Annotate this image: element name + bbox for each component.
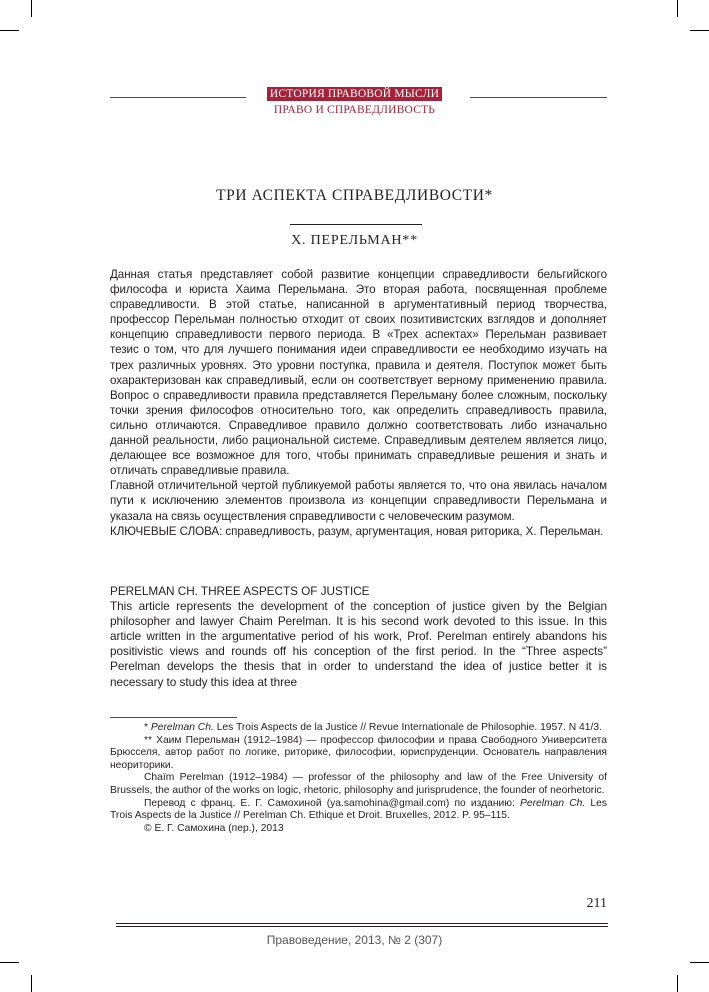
footnote-2: ** Хаим Перельман (1912–1984) — профессор философии и права Свободного Университета Брюсселя, автор работ по логике, риторике, философии, юриспруденции. Основатель направления неориторики. bbox=[110, 734, 607, 771]
footnote-3: Chaïm Perelman (1912–1984) — professor of the philosophy and law of the Free University of Brussels, the author of the works on logic, rhetoric, philosophy and jurisprudence, the founder of neorhetoric. bbox=[110, 772, 607, 796]
abstract-ru bbox=[110, 267, 607, 539]
crop-mark bbox=[677, 0, 678, 17]
page-number: 211 bbox=[586, 896, 607, 911]
crop-mark bbox=[0, 30, 19, 31]
crop-mark bbox=[0, 962, 19, 963]
abstract-ru-paragraph: Главной отличительной чертой публикуемой работы является то, что она явилась началом пути к исключению элементов произвола из концепции справедливости Перельмана и указала на связь осуществления справедливости с человеческим разумом. bbox=[110, 479, 607, 523]
article-title: ТРИ АСПЕКТА СПРАВЕДЛИВОСТИ* bbox=[216, 187, 493, 204]
article-author: Х. ПЕРЕЛЬМАН** bbox=[291, 233, 418, 248]
section-rubric bbox=[0, 84, 709, 117]
journal-footer: Правоведение, 2013, № 2 (307) bbox=[266, 933, 443, 947]
abstract-ru-paragraph: Данная статья представляет собой развитие концепции справедливости бельгийского философа и юриста Хаима Перельмана. Это вторая работа, посвященная проблеме справедливости. В этой статье, написанной в аргументативный период творчества, профессор Перельман полностью отходит от своих позитивистских взглядов и дополняет концепцию справедливости первого периода. В «Трех аспектах» Перельман развивает тезис о том, что для лучшего понимания идеи справедливости ее необходимо изучать на трех различных уровнях. Это уровни поступка, правила и деятеля. Поступок может быть охарактеризован как справедливый, если он соответствует верному применению правила. Вопрос о справедливости правила представляется Перельману более сложным, поскольку точки зрения философов относительно того, как определить справедливость правила, сильно отличаются. Справедливое правило должно соответствовать либо изначально данной реальности, либо рациональной системе. Справедливым деятелем является лицо, делающее все возможное для того, чтобы принимать справедливые решения и знать и отличать справедливые правила. bbox=[110, 268, 607, 478]
footnote-4: Перевод с франц. Е. Г. Самохиной (ya.samohina@gmail.com) по изданию: Perelman Ch. Les Trois Aspects de la Justice // Perelman Ch. Ethique et Droit. Bruxelles, 2012. P. 95–115. bbox=[110, 797, 608, 822]
bottom-rule bbox=[116, 923, 608, 924]
subsection-label: ПРАВО И СПРАВЕДЛИВОСТЬ bbox=[273, 104, 436, 116]
footnotes bbox=[110, 722, 607, 835]
section-label: ИСТОРИЯ ПРАВОВОЙ МЫСЛИ bbox=[267, 87, 442, 101]
crop-mark bbox=[677, 975, 678, 992]
crop-mark bbox=[31, 0, 32, 17]
footnote-1: * Perelman Ch. Les Trois Aspects de la Justice // Revue Internationale de Philosophie. 1957. N 41/3. bbox=[144, 722, 602, 733]
abstract-en-text: This article represents the development of the conception of justice given by the Belgian philosopher and lawyer Chaim Perelman. It is his second work devoted to this issue. In this article written in the argumentative period of his work, Prof. Perelman entirely abandons his positivistic views and rounds off his conception of the first period. In the “Three aspects” Perelman develops the thesis that in order to understand the idea of justice better it is necessary to study this idea at three bbox=[110, 599, 607, 689]
crop-mark bbox=[690, 962, 709, 963]
crop-mark bbox=[690, 30, 709, 31]
abstract-en bbox=[110, 584, 607, 690]
crop-mark bbox=[31, 975, 32, 992]
bottom-rule bbox=[116, 926, 608, 927]
footnote-rule bbox=[110, 717, 237, 718]
footnote-5: © Е. Г. Самохина (пер.), 2013 bbox=[144, 822, 284, 834]
keywords-ru: КЛЮЧЕВЫЕ СЛОВА: справедливость, разум, аргументация, новая риторика, Х. Перельман. bbox=[110, 524, 604, 538]
abstract-en-heading: PERELMAN CH. THREE ASPECTS OF JUSTICE bbox=[110, 584, 370, 598]
title-rule bbox=[290, 224, 422, 225]
